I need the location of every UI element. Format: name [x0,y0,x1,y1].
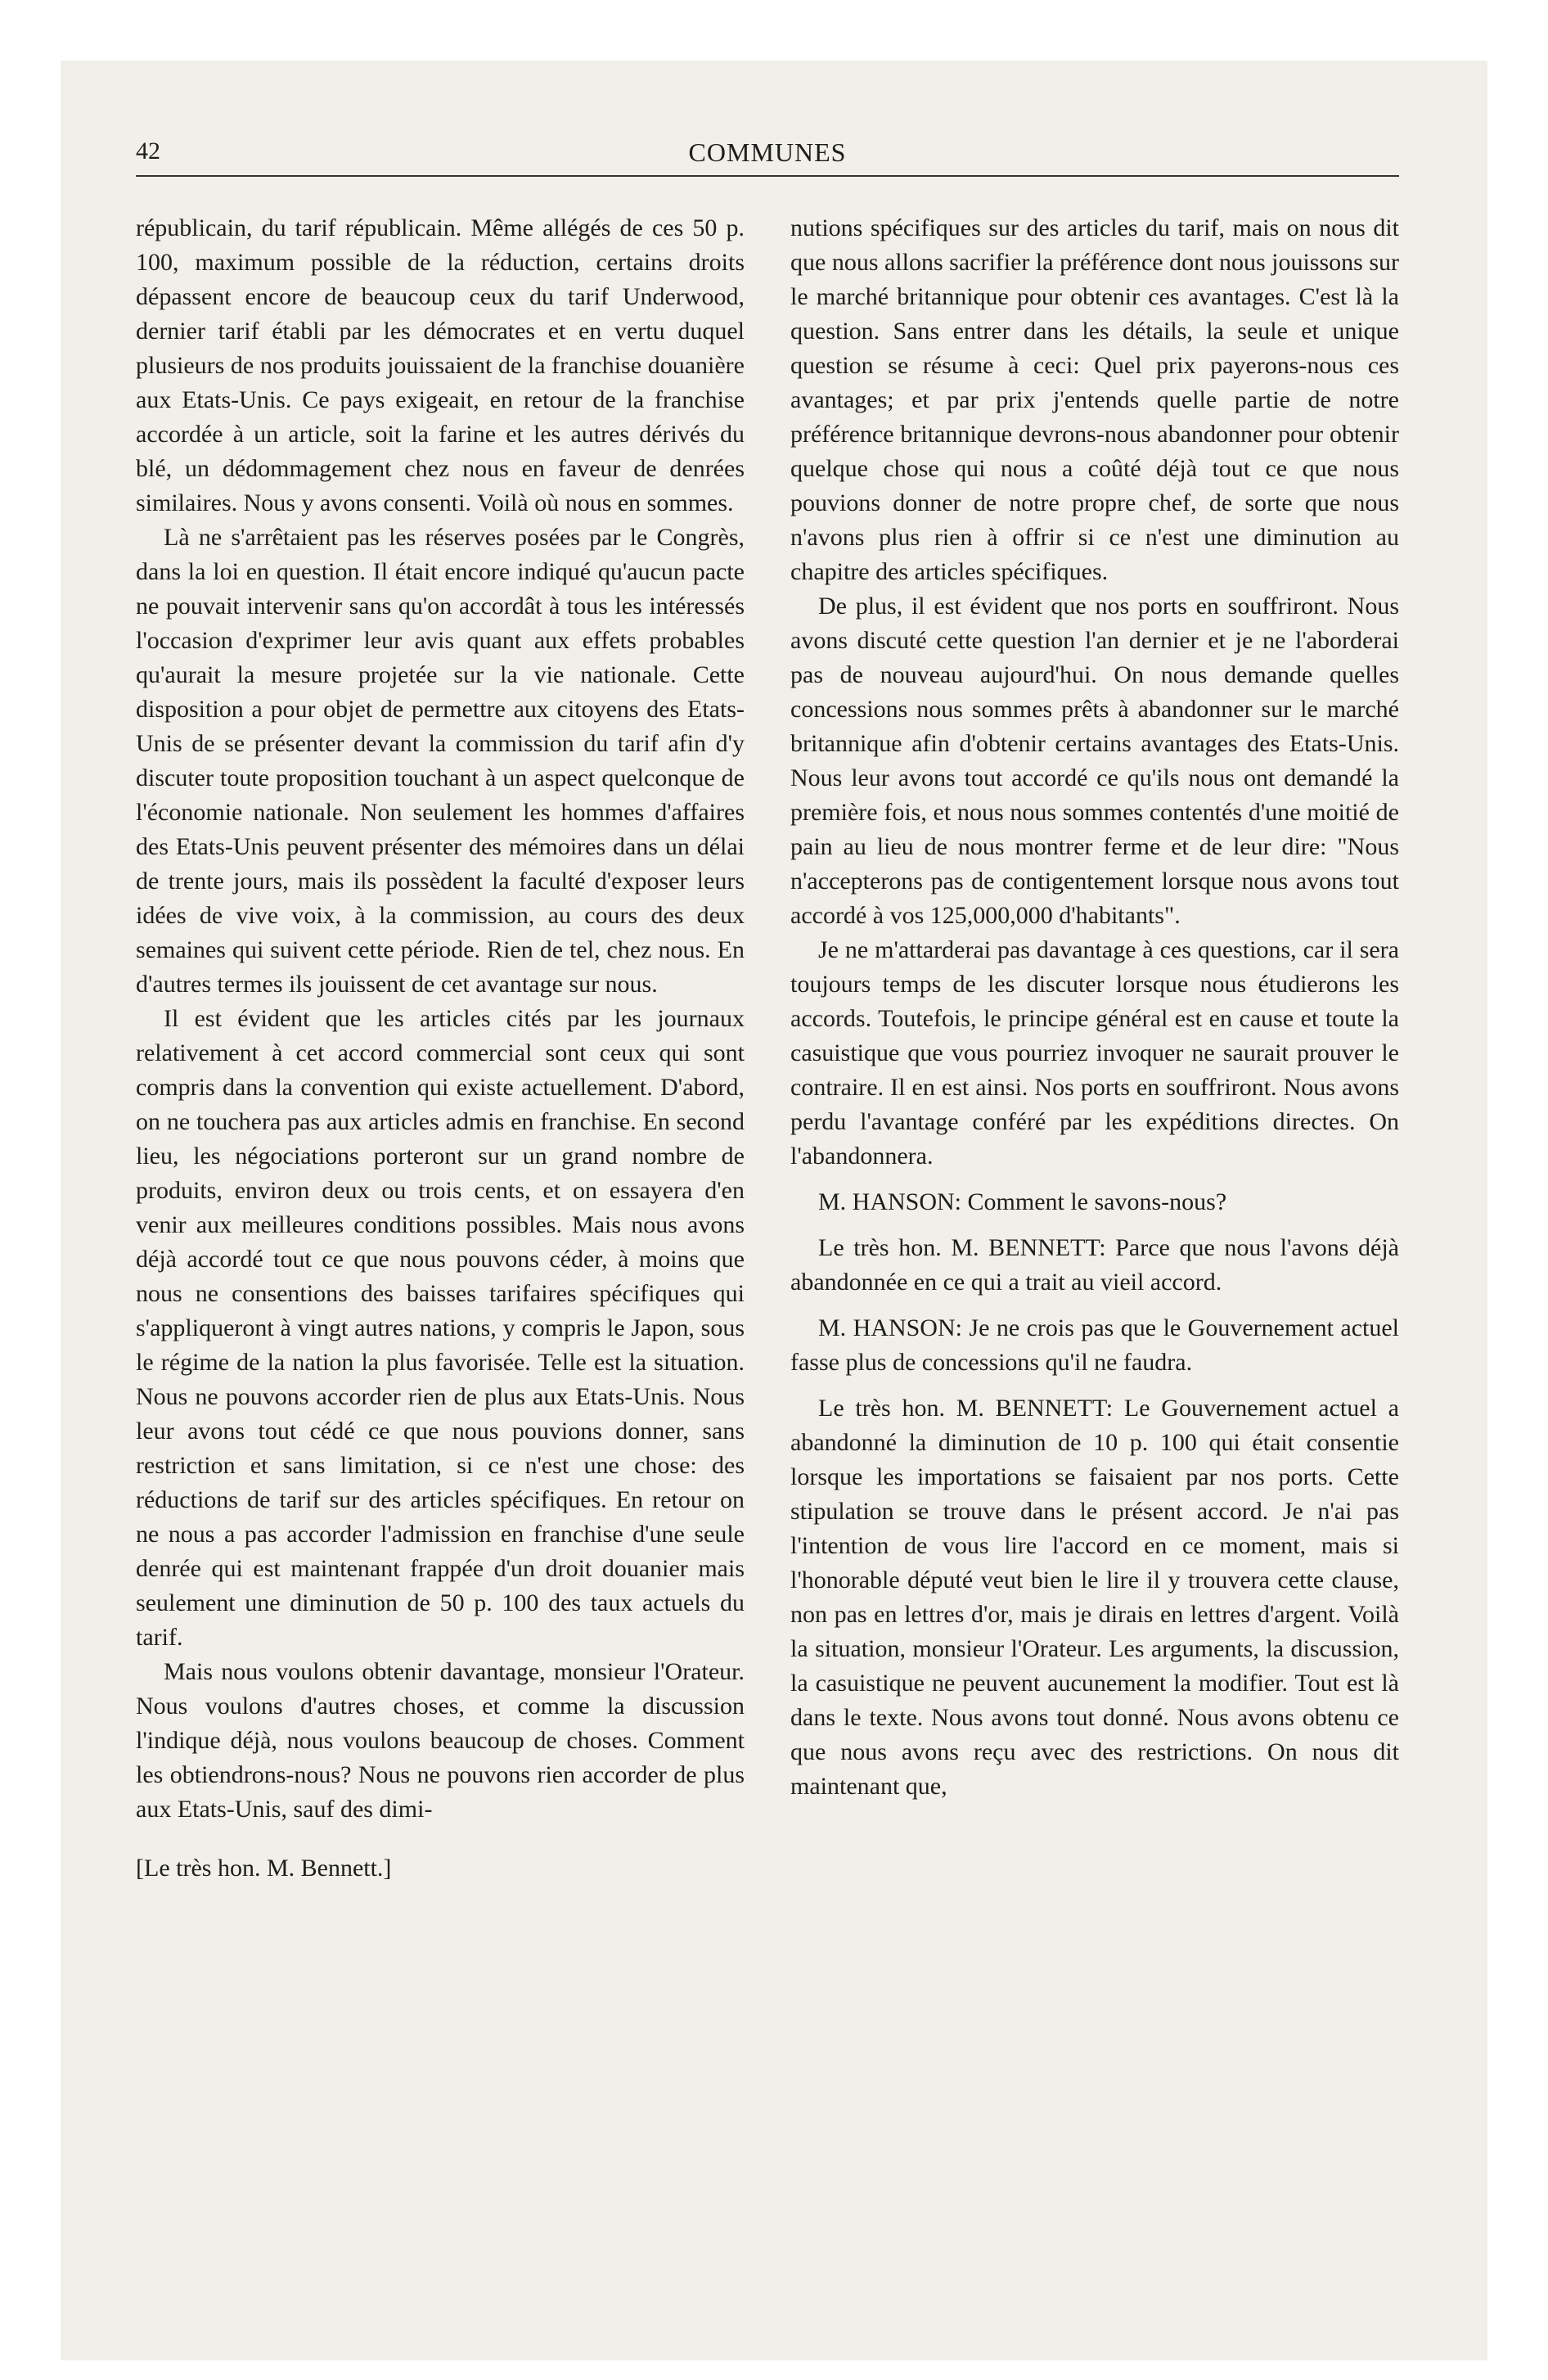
left-column [136,211,745,1886]
speech-bennett: Le très hon. M. BENNETT: Le Gouvernement actuel a abandonné la diminution de 10 p. 100 qui était consentie lorsque les importations se faisaient par nos ports. Cette stipulation se trouve dans le présent accord. Je n'ai pas l'intention de vous lire l'accord en ce moment, mais si l'honorable député veut bien le lire il y trouvera cette clause, non pas en lettres d'or, mais je dirais en lettres d'argent. Voilà la situation, monsieur l'Orateur. Les arguments, la discussion, la casuistique ne peuvent aucunement la modifier. Tout est là dans le texte. Nous avons tout donné. Nous avons obtenu ce que nous avons reçu avec des restrictions. On nous dit maintenant que, [790,1395,1399,1800]
paragraph: De plus, il est évident que nos ports en souffriront. Nous avons discuté cette question l'an dernier et je ne l'aborderai pas de nouveau aujourd'hui. On nous demande quelles concessions nous sommes prêts à abandonner sur le marché britannique afin d'obtenir certains avantages des Etats-Unis. Nous leur avons tout accordé ce qu'ils nous ont demandé la première fois, et nous nous sommes contentés d'une moitié de pain au lieu de nous montrer ferme et de leur dire: "Nous n'accepterons pas de contigentement lorsque nous avons tout accordé à vos 125,000,000 d'habitants". [790,593,1399,929]
page [136,131,1399,2292]
paragraph: Là ne s'arrêtaient pas les réserves posées par le Congrès, dans la loi en question. Il était encore indiqué qu'aucun pacte ne pouvait intervenir sans qu'on accordât à tous les intéressés l'occasion d'exprimer leur avis quant aux effets probables qu'aurait la mesure projetée sur la vie nationale. Cette disposition a pour objet de permettre aux citoyens des Etats-Unis de se présenter devant la commission du tarif afin d'y discuter toute proposition touchant à un aspect quelconque de l'économie nationale. Non seulement les hommes d'affaires des Etats-Unis peuvent présenter des mémoires dans un délai de trente jours, mais ils possèdent la faculté d'exposer leurs idées de vive voix, à la commission, au cours des deux semaines qui suivent cette période. Rien de tel, chez nous. En d'autres termes ils jouissent de cet avantage sur nous. [136,524,745,998]
page-number: 42 [136,137,160,165]
speech-hanson: M. HANSON: Comment le savons-nous? [818,1188,1227,1215]
speech-hanson: M. HANSON: Je ne crois pas que le Gouvernement actuel fasse plus de concessions qu'il ne faudra. [790,1314,1399,1376]
speech-bennett: Le très hon. M. BENNETT: Parce que nous l'avons déjà abandonnée en ce qui a trait au vieil accord. [790,1234,1399,1296]
paragraph: nutions spécifiques sur des articles du tarif, mais on nous dit que nous allons sacrifier la préférence dont nous jouissons sur le marché britannique pour obtenir ces avantages. C'est là la question. Sans entrer dans les détails, la seule et unique question se résume à ceci: Quel prix payerons-nous ces avantages; et par prix j'entends quelle partie de notre préférence britannique devrons-nous abandonner pour obtenir quelque chose qui nous a coûté déjà tout ce que nous pouvions donner de notre propre chef, de sorte que nous n'avons plus rien à offrir si ce n'est une diminution au chapitre des articles spécifiques. [790,214,1399,585]
speaker-attribution: [Le très hon. M. Bennett.] [136,1855,392,1882]
running-title: COMMUNES [688,137,847,167]
paragraph: Mais nous voulons obtenir davantage, monsieur l'Orateur. Nous voulons d'autres choses, et comme la discussion l'indique déjà, nous voulons beaucoup de choses. Comment les obtiendrons-nous? Nous ne pouvons rien accorder de plus aux Etats-Unis, sauf des dimi- [136,1658,745,1823]
running-header [136,131,1399,177]
paragraph: Je ne m'attarderai pas davantage à ces questions, car il sera toujours temps de les discuter lorsque nous étudierons les accords. Toutefois, le principe général est en cause et toute la casuistique que vous pourriez invoquer ne saurait prouver le contraire. Il en est ainsi. Nos ports en souffriront. Nous avons perdu l'avantage conféré par les expéditions directes. On l'abandonnera. [790,936,1399,1170]
paragraph: Il est évident que les articles cités par les journaux relativement à cet accord commercial sont ceux qui sont compris dans la convention qui existe actuellement. D'abord, on ne touchera pas aux articles admis en franchise. En second lieu, les négociations porteront sur un grand nombre de produits, environ deux ou trois cents, et on essayera d'en venir aux meilleures conditions possibles. Mais nous avons déjà accordé tout ce que nous pouvons céder, à moins que nous ne consentions des baisses tarifaires spécifiques qui s'appliqueront à vingt autres nations, y compris le Japon, sous le régime de la nation la plus favorisée. Telle est la situation. Nous ne pouvons accorder rien de plus aux Etats-Unis. Nous leur avons tout cédé ce que nous pouvions donner, sans restriction et sans limitation, si ce n'est une chose: des réductions de tarif sur des articles spécifiques. En retour on ne nous a pas accorder l'admission en franchise d'une seule denrée qui est maintenant frappée d'un droit douanier mais seulement une diminution de 50 p. 100 des taux actuels du tarif. [136,1005,745,1651]
right-column [790,211,1399,1804]
paragraph: républicain, du tarif républicain. Même allégés de ces 50 p. 100, maximum possible de la réduction, certains droits dépassent encore de beaucoup ceux du tarif Underwood, dernier tarif établi par les démocrates et en vertu duquel plusieurs de nos produits jouissaient de la franchise douanière aux Etats-Unis. Ce pays exigeait, en retour de la franchise accordée à un article, soit la farine et les autres dérivés du blé, un dédommagement chez nous en faveur de denrées similaires. Nous y avons consenti. Voilà où nous en sommes. [136,214,745,516]
